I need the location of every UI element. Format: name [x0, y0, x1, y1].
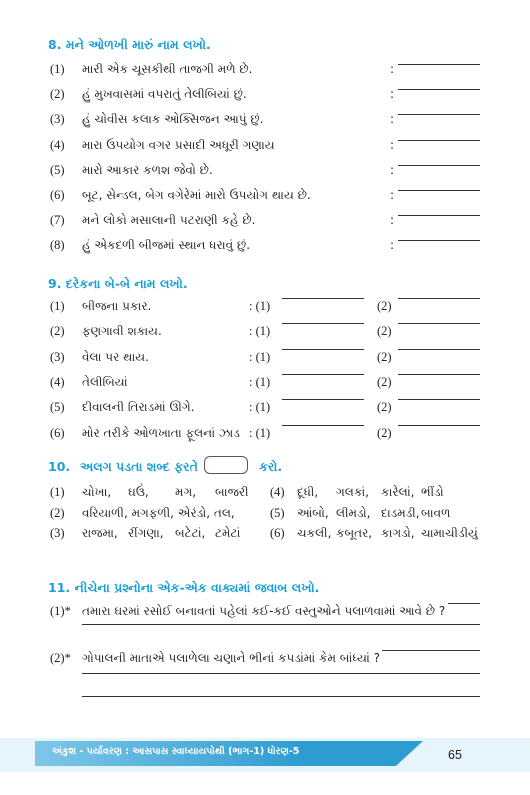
q8-item-text: મારી એક ચૂસકીથી તાજગી મળે છે.	[82, 62, 253, 76]
q11-answer-line	[448, 603, 480, 604]
q10-row-number: (1)	[50, 485, 65, 499]
q9-answer-line-1	[282, 399, 364, 400]
q10-word: ચામાચીડીયું	[421, 526, 478, 540]
q10-word: બાવળ	[421, 505, 451, 520]
q8-item-number: (4)	[50, 137, 65, 152]
q10-word: ચકલી,	[297, 526, 332, 540]
q10-word: કારેલાં,	[381, 485, 415, 499]
q9-item-text: દીવાલની તિરાડમાં ઊગે.	[82, 400, 195, 415]
q8-answer-line	[398, 140, 480, 141]
q10-word: દૂધી,	[297, 485, 319, 499]
q10-word: દાડમડી,	[381, 505, 420, 520]
q8-item-text: હું એકદળી બીજમાં સ્થાન ધરાવું છું.	[82, 238, 251, 253]
q9-item-number: (5)	[50, 400, 65, 415]
q10-word: બાજરી	[215, 485, 249, 499]
q10-word: ટમેટાં	[215, 526, 241, 540]
q9-item-number: (2)	[50, 324, 65, 339]
q8-item-text: મારો આકાર કળશ જેવો છે.	[82, 162, 213, 177]
q9-blank2-label: (2)	[377, 299, 392, 313]
q9-answer-line-1	[282, 323, 364, 324]
q10-word: કબૂતર,	[336, 526, 373, 540]
q9-answer-line-2	[398, 323, 480, 324]
q11-item-number: (2)*	[50, 651, 71, 665]
q8-item-colon: :	[390, 137, 395, 152]
q10-number: 10.	[48, 459, 71, 474]
q9-item-text: મોર તરીકે ઓળખાતા ફૂલનાં ઝાડ	[82, 425, 240, 440]
q10-word: આંબો,	[297, 505, 329, 520]
q9-answer-line-2	[398, 374, 480, 375]
q9-item-text: વેલા પર થાય.	[82, 349, 149, 364]
q11-item-number: (1)*	[50, 604, 71, 618]
q9-item-text: તેલીબિયાં	[82, 374, 128, 389]
q10-word: મગ,	[175, 485, 197, 499]
q10-row-number: (2)	[50, 505, 65, 520]
q10-word: ગલકાં,	[336, 485, 370, 499]
q8-item-number: (5)	[50, 162, 65, 177]
q9-blank1-label: : (1)	[249, 425, 271, 440]
q8-item-number: (6)	[50, 188, 65, 202]
q9-item-number: (3)	[50, 349, 65, 364]
q8-item-number: (7)	[50, 213, 65, 228]
q11-answer-line	[382, 650, 480, 651]
q8-item-number: (3)	[50, 112, 65, 127]
q8-item-number: (8)	[50, 238, 65, 253]
q9-answer-line-1	[282, 425, 364, 426]
q10-word: કાગડો,	[381, 526, 415, 540]
q10-row-number-2: (4)	[270, 485, 285, 499]
q9-item-number: (4)	[50, 374, 65, 389]
q9-blank1-label: : (1)	[249, 400, 271, 415]
footer-text: અંકુશ - પર્યાવરણ : આસપાસ સ્વાધ્યાયપોથી (ભાગ-1) ધોરણ-5	[52, 746, 300, 757]
q9-item-text: ફણગાવી શકાય.	[82, 324, 162, 339]
q9-answer-line-1	[282, 298, 364, 299]
q11-answer-line	[82, 696, 480, 697]
q8-item-number: (1)	[50, 62, 65, 76]
q9-answer-line-1	[282, 349, 364, 350]
q9-blank1-label: : (1)	[249, 349, 271, 364]
q9-item-number: (1)	[50, 299, 65, 313]
q10-word: રીંગણા,	[128, 526, 164, 540]
q9-answer-line-1	[282, 374, 364, 375]
q8-item-colon: :	[390, 62, 395, 76]
q9-blank2-label: (2)	[377, 349, 392, 364]
q8-answer-line	[398, 165, 480, 166]
q10-word: રાજમા,	[82, 526, 118, 540]
q9-blank2-label: (2)	[377, 400, 392, 415]
q10-row-number-2: (5)	[270, 505, 285, 520]
q9-answer-line-2	[398, 425, 480, 426]
q8-item-text: મને લોકો મસાલાની પટરાણી કહે છે.	[82, 213, 256, 228]
q9-blank1-label: : (1)	[249, 324, 271, 339]
q8-item-text: હું ચોવીસ કલાક ઓક્સિજન આપું છું.	[82, 112, 264, 127]
q8-item-colon: :	[390, 162, 395, 177]
q10-word: ભીંડો	[421, 485, 444, 499]
page-number: 65	[448, 748, 462, 762]
q8-item-text: બૂટ, સેન્ડલ, બેગ વગેરેમાં મારો ઉપયોગ થાય છે.	[82, 188, 311, 202]
q10-row-number: (3)	[50, 526, 65, 540]
q9-item-number: (6)	[50, 425, 65, 440]
q8-item-colon: :	[390, 213, 395, 228]
q10-word: બટેટાં,	[175, 526, 206, 540]
q11-title: 11. નીચેના પ્રશ્નોના એક-એક વાક્યમાં જવાબ લખો.	[48, 580, 320, 595]
q11-answer-line	[82, 673, 480, 674]
q9-blank1-label: : (1)	[249, 299, 271, 313]
q10-word: વરિયાળી, મગફળી, એરંડો, તલ,	[82, 505, 235, 520]
q9-blank2-label: (2)	[377, 324, 392, 339]
circle-box-icon	[204, 456, 248, 474]
q8-answer-line	[398, 240, 480, 241]
q8-item-text: મારા ઉપયોગ વગર પ્રસાદી અધૂરી ગણાય	[82, 137, 275, 152]
q10-word: ઘઉં,	[128, 485, 149, 499]
q8-item-colon: :	[390, 87, 395, 102]
q9-title: 9. દરેકના બે-બે નામ લખો.	[48, 276, 188, 291]
q8-answer-line	[398, 215, 480, 216]
q9-answer-line-2	[398, 399, 480, 400]
q10-title: અલગ પડતા શબ્દ ફરતે	[80, 459, 198, 474]
q11-item-text: ગોપાલની માતાએ પલાળેલા ચણાને ભીનાં કપડાંમાં કેમ બાંધ્યાં ?	[82, 651, 381, 665]
q9-blank1-label: : (1)	[249, 374, 271, 389]
q8-item-colon: :	[390, 238, 395, 253]
q8-item-text: હું મુખવાસમાં વપરાતું તેલીબિયાં છું.	[82, 87, 247, 102]
q8-answer-line	[398, 190, 480, 191]
q11-answer-line	[82, 624, 480, 625]
q8-item-number: (2)	[50, 87, 65, 102]
q10-word: ચોખા,	[82, 485, 112, 499]
q9-answer-line-2	[398, 349, 480, 350]
q10-title-end: કરો.	[259, 459, 283, 474]
q9-item-text: બીજના પ્રકાર.	[82, 299, 152, 313]
q8-item-colon: :	[390, 112, 395, 127]
q8-title: 8. મને ઓળખી મારું નામ લખો.	[48, 37, 211, 52]
q8-answer-line	[398, 89, 480, 90]
q9-blank2-label: (2)	[377, 425, 392, 440]
q11-item-text: તમારા ઘરમાં રસોઈ બનાવતાં પહેલાં કઈ-કઈ વસ્તુઓને પલાળવામાં આવે છે ?	[82, 604, 446, 618]
q8-answer-line	[398, 114, 480, 115]
q9-blank2-label: (2)	[377, 374, 392, 389]
q10-word: લીમડો,	[336, 505, 371, 520]
q8-answer-line	[398, 64, 480, 65]
q9-answer-line-2	[398, 298, 480, 299]
q8-item-colon: :	[390, 188, 395, 202]
q10-row-number-2: (6)	[270, 526, 285, 540]
